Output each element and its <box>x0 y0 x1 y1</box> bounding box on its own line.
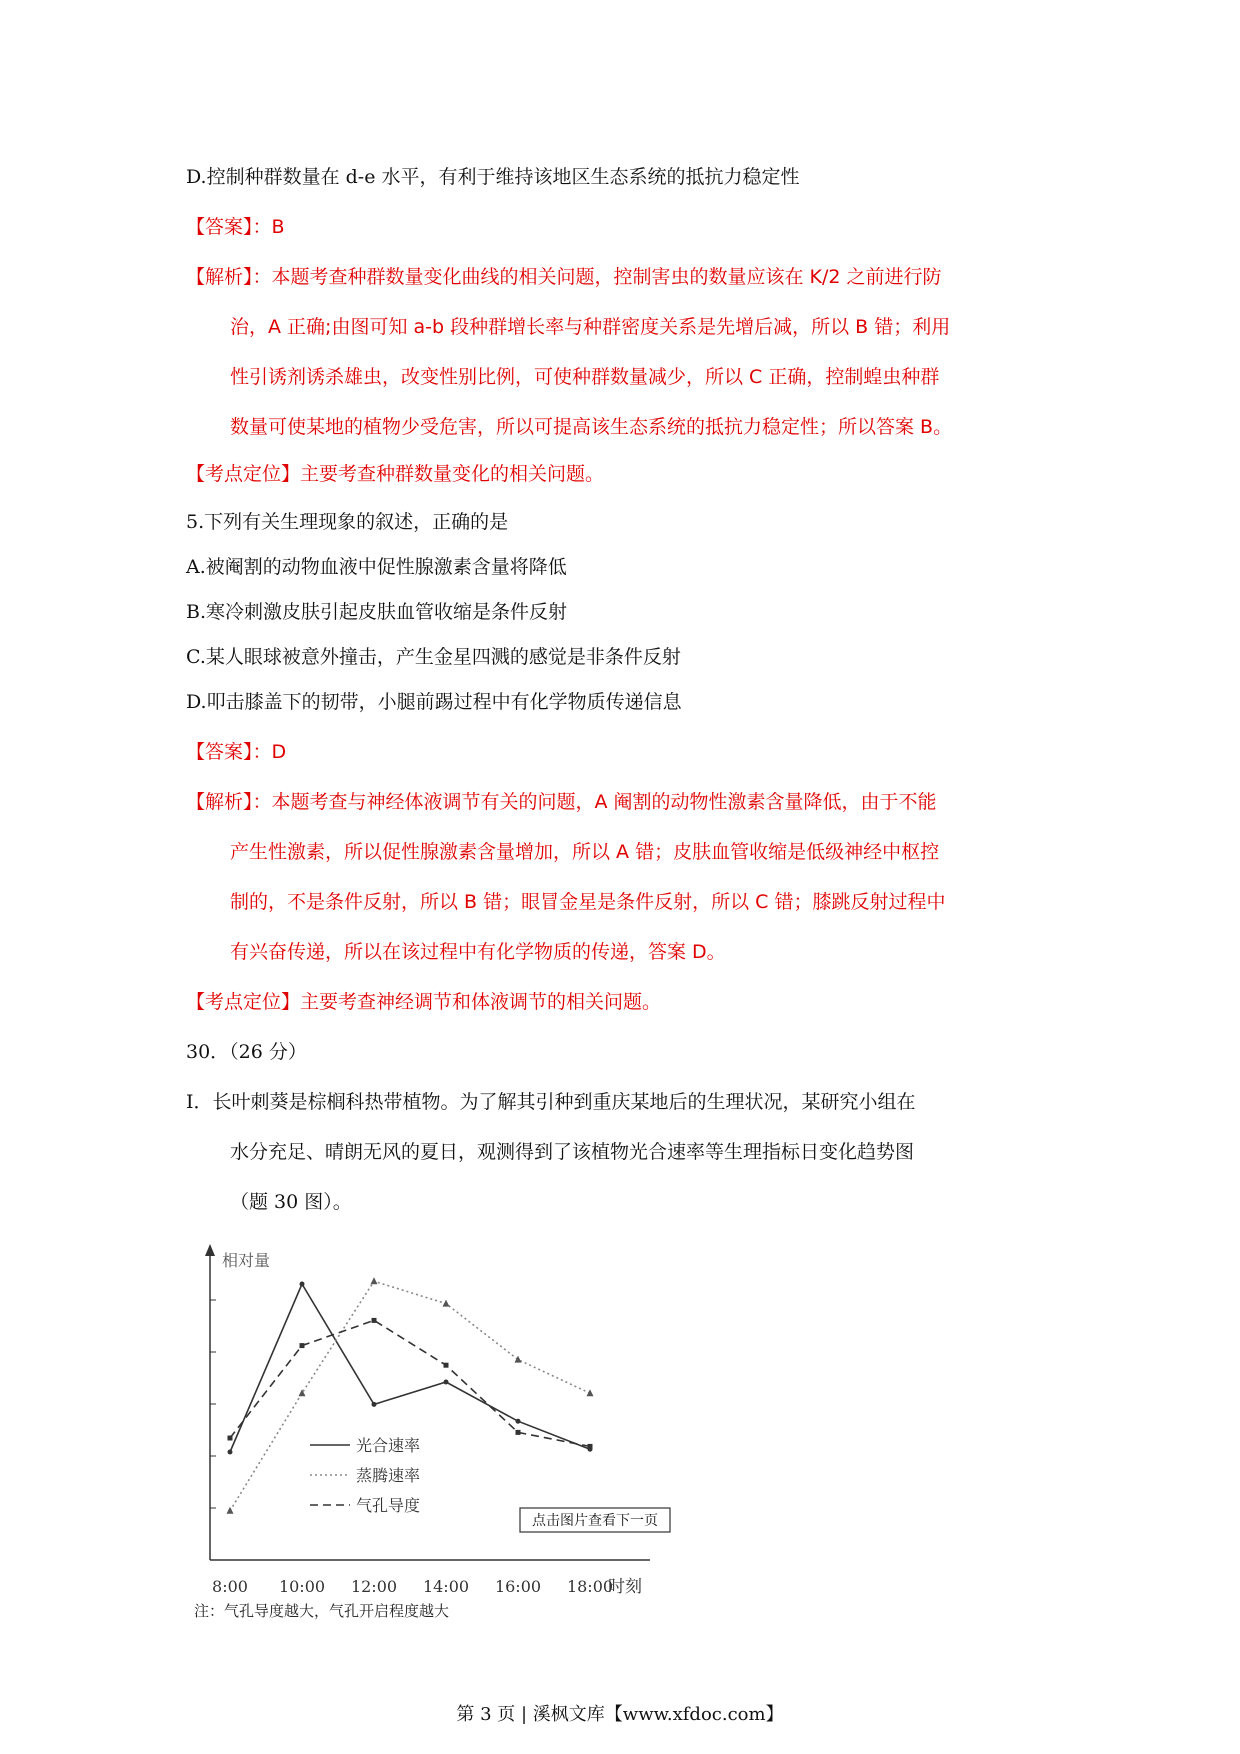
data-point <box>516 1430 521 1435</box>
data-point <box>228 1450 233 1455</box>
next-page-button[interactable] <box>520 1508 670 1532</box>
x-axis-label: 时刻 <box>608 1577 642 1597</box>
explanation-q5-line3: 制的，不是条件反射，所以 B 错；眼冒金星是条件反射，所以 C 错；膝跳反射过程中 <box>230 891 946 913</box>
answer-q4: 【答案】：B <box>186 216 285 238</box>
explanation-q5-line2: 产生性激素，所以促性腺激素含量增加，所以 A 错；皮肤血管收缩是低级神经中枢控 <box>230 841 940 863</box>
explanation-q4-line1: 【解析】：本题考查种群数量变化曲线的相关问题，控制害虫的数量应该在 K/2 之前进行防 <box>186 266 942 288</box>
option-d-q4: D.控制种群数量在 d-e 水平，有利于维持该地区生态系统的抵抗力稳定性 <box>186 166 800 188</box>
explanation-q4-line2: 治，A 正确;由图可知 a-b 段种群增长率与种群密度关系是先增后减，所以 B 错；利用 <box>230 316 951 338</box>
chart-svg <box>190 1240 710 1620</box>
data-point <box>372 1318 377 1323</box>
figure-30-chart[interactable] <box>190 1240 710 1620</box>
question-30-part-i-line2: 水分充足、晴朗无风的夏日，观测得到了该植物光合速率等生理指标日变化趋势图 <box>230 1141 915 1163</box>
legend-label: 气孔导度 <box>356 1496 421 1515</box>
question-30-part-i-line1: I．长叶刺葵是棕榈科热带植物。为了解其引种到重庆某地后的生理状况，某研究小组在 <box>186 1091 916 1113</box>
chart-note: 注：气孔导度越大，气孔开启程度越大 <box>194 1602 450 1620</box>
legend-label: 光合速率 <box>356 1436 421 1455</box>
x-tick-label: 8:00 <box>212 1577 248 1596</box>
x-tick-label: 10:00 <box>278 1577 326 1596</box>
x-tick-label: 18:00 <box>566 1577 614 1596</box>
data-point <box>227 1507 234 1514</box>
data-point <box>516 1419 521 1424</box>
answer-q5: 【答案】：D <box>186 741 287 763</box>
key-point-q5: 【考点定位】主要考查神经调节和体液调节的相关问题。 <box>186 991 662 1013</box>
explanation-q5-line4: 有兴奋传递，所以在该过程中有化学物质的传递，答案 D。 <box>230 941 726 963</box>
data-point <box>300 1282 305 1287</box>
chart-legend <box>310 1436 420 1515</box>
question-30-header: 30．（26 分） <box>186 1041 307 1063</box>
x-tick-label: 16:00 <box>494 1577 542 1596</box>
data-point <box>372 1402 377 1407</box>
question-5-stem: 5.下列有关生理现象的叙述，正确的是 <box>186 511 509 533</box>
data-point <box>443 1300 450 1307</box>
data-point <box>444 1363 449 1368</box>
y-axis-label: 相对量 <box>222 1251 271 1270</box>
key-point-q4: 【考点定位】主要考查种群数量变化的相关问题。 <box>186 463 605 485</box>
legend-label: 蒸腾速率 <box>356 1466 421 1485</box>
explanation-q5-line1: 【解析】：本题考查与神经体液调节有关的问题，A 阉割的动物性激素含量降低，由于不能 <box>186 791 937 813</box>
data-point <box>371 1277 378 1284</box>
y-ticks <box>210 1300 216 1508</box>
question-5-option-b: B.寒冷刺激皮肤引起皮肤血管收缩是条件反射 <box>186 601 568 623</box>
x-ticks <box>212 1577 613 1596</box>
x-tick-label: 12:00 <box>350 1577 398 1596</box>
question-5-option-a: A.被阉割的动物血液中促性腺激素含量将降低 <box>186 556 567 578</box>
x-tick-label: 14:00 <box>422 1577 470 1596</box>
page-footer: 第 3 页 | 溪枫文库【www.xfdoc.com】 <box>456 1704 784 1725</box>
next-page-button-label[interactable]: 点击图片查看下一页 <box>532 1513 658 1529</box>
question-30-part-i-line3: （题 30 图）。 <box>230 1191 352 1213</box>
series-line-光合速率 <box>230 1284 590 1452</box>
explanation-q4-line4: 数量可使某地的植物少受危害，所以可提高该生态系统的抵抗力稳定性；所以答案 B。 <box>230 416 953 438</box>
data-point <box>588 1444 593 1449</box>
data-point <box>300 1343 305 1348</box>
question-5-option-c: C.某人眼球被意外撞击，产生金星四溅的感觉是非条件反射 <box>186 646 681 668</box>
explanation-q4-line3: 性引诱剂诱杀雄虫，改变性别比例，可使种群数量减少，所以 C 正确，控制蝗虫种群 <box>230 366 940 388</box>
question-5-option-d: D.叩击膝盖下的韧带，小腿前踢过程中有化学物质传递信息 <box>186 691 682 713</box>
data-point <box>228 1436 233 1441</box>
y-axis-arrow-icon <box>205 1244 215 1256</box>
data-point <box>587 1389 594 1396</box>
data-point <box>444 1380 449 1385</box>
data-point <box>515 1356 522 1363</box>
